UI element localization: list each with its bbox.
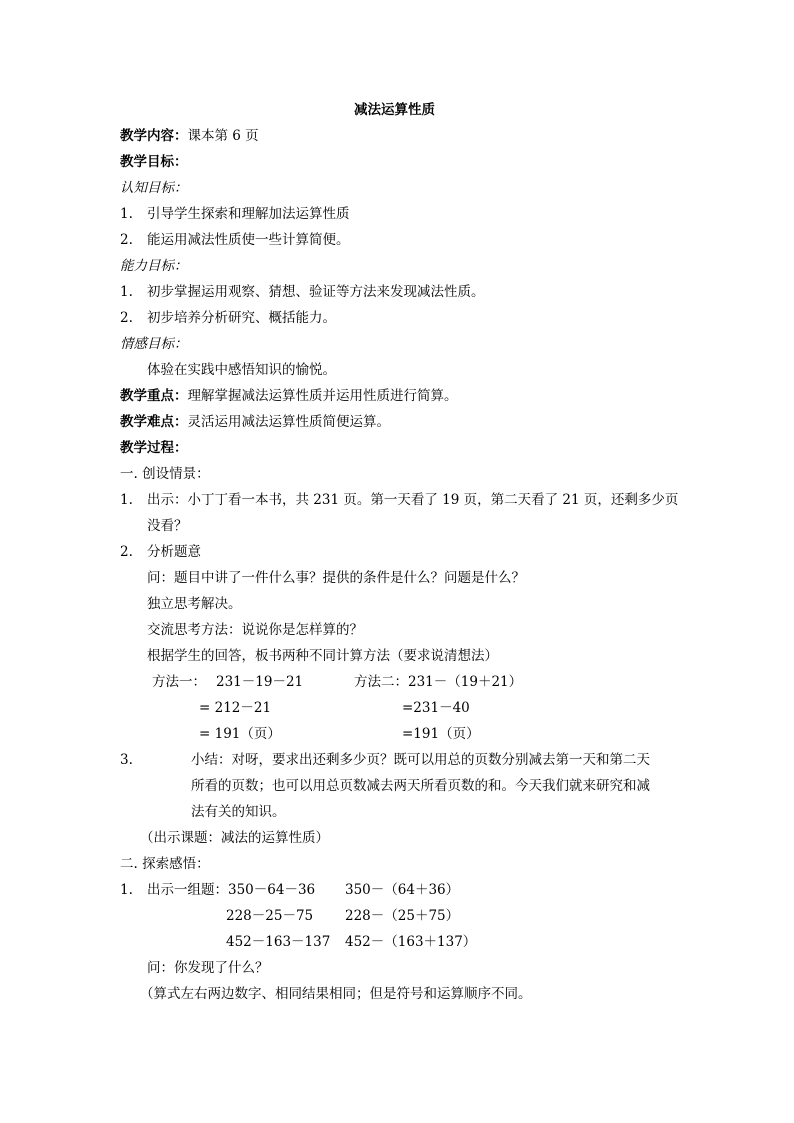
method1-line — [152, 672, 303, 692]
row3-left: 452－163－137 — [226, 934, 331, 950]
list-text: 出示：小丁丁看一本书，共 231 页。第一天看了 19 页，第二天看了 21 页，还剩多少页 — [147, 492, 679, 508]
method2-step2: =191（页） — [402, 726, 480, 742]
list-number: 1. — [120, 882, 133, 898]
s2-item1-label: 出示一组题： — [147, 882, 228, 898]
s2-item1-line — [120, 880, 315, 900]
s2-question: 问：你发现了什么？ — [147, 960, 269, 976]
cognitive-item-2 — [120, 230, 350, 250]
emotion-label: 情感目标： — [120, 336, 188, 352]
s1-item3-line3: 法有关的知识。 — [191, 804, 286, 820]
s1-item2-board: 根据学生的回答，板书两种不同计算方法（要求说清想法） — [147, 648, 498, 664]
key-point-label: 教学重点： — [120, 388, 188, 404]
list-number: 1. — [120, 206, 133, 222]
row1-left: 350－64－36 — [228, 882, 316, 898]
section1-heading: 一. 创设情景： — [120, 466, 210, 482]
method1-expr: 231－19－21 — [216, 674, 304, 690]
s2-answer: （算式左右两边数字、相同结果相同；但是符号和运算顺序不同。 — [140, 986, 532, 1002]
goals-heading: 教学目标： — [120, 154, 188, 170]
s1-item2-label-line — [120, 542, 201, 562]
section2-heading: 二. 探索感悟： — [120, 856, 210, 872]
cognitive-label: 认知目标： — [120, 180, 188, 196]
emotion-text: 体验在实践中感悟知识的愉悦。 — [147, 362, 336, 378]
row2-right: 228－（25＋75） — [345, 908, 460, 924]
s1-item2-exchange: 交流思考方法：说说你是怎样算的？ — [147, 622, 363, 638]
row1-right: 350－（64＋36） — [345, 882, 460, 898]
list-number: 1. — [120, 492, 133, 508]
ability-item-1 — [120, 282, 485, 302]
list-text: 能运用减法性质使一些计算简便。 — [147, 232, 350, 248]
difficulty-line — [120, 412, 390, 432]
content-text: 课本第 6 页 — [187, 128, 259, 144]
list-number: 2. — [120, 310, 133, 326]
s1-item1-line2: 没看？ — [147, 518, 188, 534]
content-label: 教学内容： — [120, 128, 188, 144]
s1-item1-line1 — [120, 490, 678, 510]
s1-item3-line1: 小结：对呀，要求出还剩多少页？既可以用总的页数分别减去第一天和第二天 — [191, 752, 650, 768]
list-text: 分析题意 — [147, 544, 201, 560]
page-title: 减法运算性质 — [354, 102, 435, 118]
method1-step1: = 212－21 — [199, 700, 272, 716]
s1-item2-solve: 独立思考解决。 — [147, 596, 242, 612]
ability-item-2 — [120, 308, 336, 328]
method2-step1: =231－40 — [402, 700, 470, 716]
difficulty-label: 教学难点： — [120, 414, 188, 430]
s1-item2-question: 问：题目中讲了一件什么事？提供的条件是什么？问题是什么？ — [147, 570, 525, 586]
list-text: 初步掌握运用观察、猜想、验证等方法来发现减法性质。 — [147, 284, 485, 300]
method2-line — [354, 672, 522, 692]
key-point-text: 理解掌握减法运算性质并运用性质进行简算。 — [187, 388, 458, 404]
list-number: 1. — [120, 284, 133, 300]
process-heading: 教学过程： — [120, 440, 188, 456]
show-topic: （出示课题：减法的运算性质） — [140, 830, 329, 846]
row3-right: 452－（163＋137） — [345, 934, 477, 950]
content-line — [120, 126, 259, 146]
s1-item3-number: 3. — [120, 752, 133, 768]
row2-left: 228－25－75 — [226, 908, 314, 924]
list-text: 引导学生探索和理解加法运算性质 — [147, 206, 350, 222]
ability-label: 能力目标： — [120, 258, 188, 274]
list-number: 2. — [120, 544, 133, 560]
list-number: 2. — [120, 232, 133, 248]
method1-step2: = 191（页） — [199, 726, 281, 742]
cognitive-item-1 — [120, 204, 350, 224]
difficulty-text: 灵活运用减法运算性质简便运算。 — [187, 414, 390, 430]
method1-label: 方法一： — [152, 674, 206, 690]
list-text: 初步培养分析研究、概括能力。 — [147, 310, 336, 326]
s1-item3-line2: 所看的页数；也可以用总页数减去两天所看页数的和。今天我们就来研究和减 — [191, 778, 650, 794]
key-point-line — [120, 386, 458, 406]
method2-expr: 231－（19＋21） — [408, 674, 523, 690]
method2-label: 方法二： — [354, 674, 408, 690]
